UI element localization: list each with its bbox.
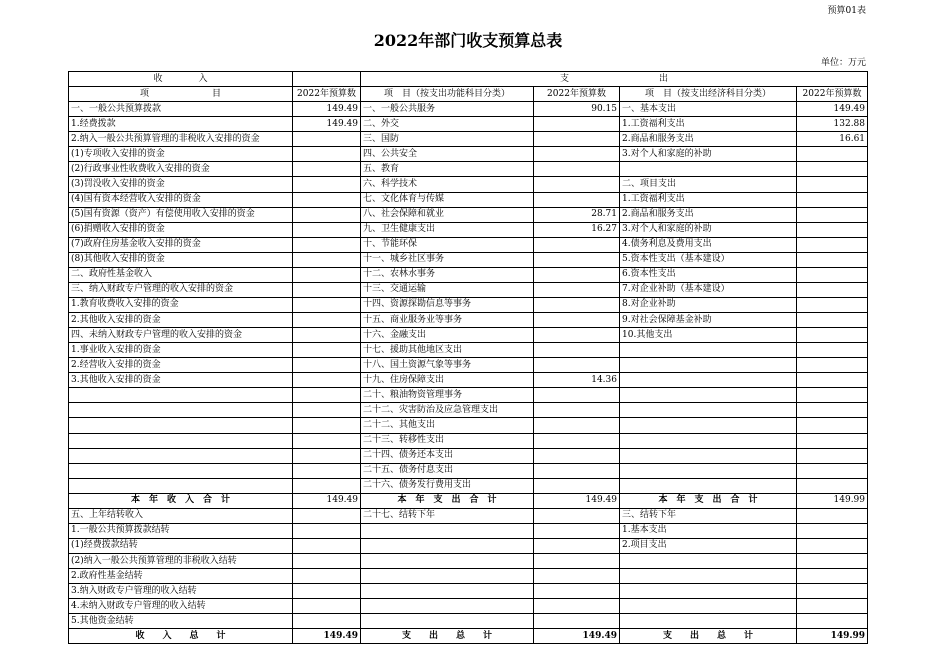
table-row <box>69 267 868 282</box>
econ-budget-cell <box>797 222 868 237</box>
func-item-cell: 六、科学技术 <box>361 177 534 192</box>
econ-item-cell: 2.商品和服务支出 <box>620 207 797 222</box>
table-row <box>69 554 868 569</box>
income-budget-cell <box>293 569 361 584</box>
econ-item-header: 项 目（按支出经济科目分类） <box>620 87 797 102</box>
income-item-cell: (6)捐赠收入安排的资金 <box>69 222 293 237</box>
income-item-cell: 1.一般公共预算拨款结转 <box>69 523 293 538</box>
income-budget-cell <box>293 614 361 629</box>
table-row <box>69 162 868 177</box>
econ-item-cell: 1.基本支出 <box>620 523 797 538</box>
income-budget-cell <box>293 388 361 403</box>
econ-budget-cell <box>797 508 868 523</box>
econ-item-cell: 10.其他支出 <box>620 328 797 343</box>
func-item-cell: 二十二、灾害防治及应急管理支出 <box>361 403 534 418</box>
func-item-cell: 二十、粮油物资管理事务 <box>361 388 534 403</box>
econ-item-cell <box>620 433 797 448</box>
econ-item-cell: 二、项目支出 <box>620 177 797 192</box>
table-row <box>69 132 868 147</box>
func-budget-cell: 14.36 <box>534 373 620 388</box>
income-budget-cell <box>293 433 361 448</box>
income-budget-cell <box>293 297 361 312</box>
table-row <box>69 177 868 192</box>
econ-item-cell: 本 年 支 出 合 计 <box>620 493 797 508</box>
income-budget-cell <box>293 207 361 222</box>
income-budget-cell <box>293 403 361 418</box>
econ-item-cell <box>620 584 797 599</box>
table-row <box>69 508 868 523</box>
income-budget-cell <box>293 132 361 147</box>
func-budget-cell: 149.49 <box>534 629 620 644</box>
func-item-cell <box>361 523 534 538</box>
table-row <box>69 207 868 222</box>
econ-budget-cell <box>797 237 868 252</box>
econ-item-cell: 8.对企业补助 <box>620 297 797 312</box>
func-item-cell <box>361 569 534 584</box>
income-item-cell: (4)国有资本经营收入安排的资金 <box>69 192 293 207</box>
func-budget-cell <box>534 297 620 312</box>
econ-budget-cell <box>797 192 868 207</box>
income-item-cell: (2)行政事业性收费收入安排的资金 <box>69 162 293 177</box>
table-row <box>69 328 868 343</box>
econ-item-cell <box>620 162 797 177</box>
econ-budget-cell <box>797 538 868 553</box>
func-budget-cell <box>534 313 620 328</box>
func-item-cell: 十四、资源探勘信息等事务 <box>361 297 534 312</box>
func-budget-cell <box>534 282 620 297</box>
func-budget-cell <box>534 433 620 448</box>
header-group-row <box>69 72 868 87</box>
unit-label: 单位：万元 <box>820 58 866 68</box>
income-item-cell: (7)政府住房基金收入安排的资金 <box>69 237 293 252</box>
income-budget-cell <box>293 358 361 373</box>
income-item-cell <box>69 418 293 433</box>
total-row <box>69 629 868 644</box>
income-item-header: 项 目 <box>69 87 293 102</box>
econ-budget-cell <box>797 614 868 629</box>
page-title: 2022年部门收支预算总表 <box>373 31 563 50</box>
func-item-cell: 三、国防 <box>361 132 534 147</box>
income-item-cell: 1.事业收入安排的资金 <box>69 343 293 358</box>
econ-budget-cell: 149.99 <box>797 493 868 508</box>
func-item-cell: 十三、交通运输 <box>361 282 534 297</box>
func-item-cell: 十五、商业服务业等事务 <box>361 313 534 328</box>
income-item-cell: 2.纳入一般公共预算管理的非税收入安排的资金 <box>69 132 293 147</box>
table-row <box>69 297 868 312</box>
econ-budget-cell <box>797 584 868 599</box>
econ-item-cell <box>620 343 797 358</box>
table-row <box>69 313 868 328</box>
econ-budget-cell <box>797 147 868 162</box>
table-row <box>69 237 868 252</box>
table-row <box>69 538 868 553</box>
func-item-cell: 支 出 总 计 <box>361 629 534 644</box>
econ-item-cell: 7.对企业补助（基本建设） <box>620 282 797 297</box>
econ-budget-cell <box>797 162 868 177</box>
func-item-cell: 本 年 支 出 合 计 <box>361 493 534 508</box>
func-budget-header: 2022年预算数 <box>534 87 620 102</box>
income-budget-cell <box>293 192 361 207</box>
func-budget-cell <box>534 177 620 192</box>
income-budget-cell: 149.49 <box>293 102 361 117</box>
econ-budget-cell <box>797 207 868 222</box>
func-budget-cell: 149.49 <box>534 493 620 508</box>
func-item-cell: 二十三、转移性支出 <box>361 433 534 448</box>
income-item-cell: (8)其他收入安排的资金 <box>69 252 293 267</box>
econ-budget-cell: 16.61 <box>797 132 868 147</box>
table-row <box>69 599 868 614</box>
econ-budget-cell <box>797 358 868 373</box>
document-code: 预算01表 <box>827 6 866 16</box>
income-item-cell: (5)国有资源（资产）有偿使用收入安排的资金 <box>69 207 293 222</box>
econ-budget-cell <box>797 343 868 358</box>
econ-item-cell: 1.工资福利支出 <box>620 117 797 132</box>
income-group-header-blank <box>293 72 361 87</box>
income-budget-cell <box>293 267 361 282</box>
income-budget-cell <box>293 523 361 538</box>
income-item-cell <box>69 463 293 478</box>
income-item-cell: 2.政府性基金结转 <box>69 569 293 584</box>
econ-item-cell: 2.商品和服务支出 <box>620 132 797 147</box>
func-item-cell: 十八、国土资源气象等事务 <box>361 358 534 373</box>
func-budget-cell: 16.27 <box>534 222 620 237</box>
econ-budget-cell <box>797 297 868 312</box>
econ-budget-cell <box>797 403 868 418</box>
income-budget-cell <box>293 418 361 433</box>
func-budget-cell <box>534 523 620 538</box>
income-budget-cell <box>293 162 361 177</box>
econ-item-cell: 1.工资福利支出 <box>620 192 797 207</box>
total-row <box>69 493 868 508</box>
econ-budget-cell <box>797 388 868 403</box>
econ-item-cell <box>620 373 797 388</box>
table-row <box>69 433 868 448</box>
func-budget-cell <box>534 388 620 403</box>
econ-budget-cell <box>797 267 868 282</box>
econ-item-cell: 2.项目支出 <box>620 538 797 553</box>
func-item-cell <box>361 584 534 599</box>
income-budget-cell <box>293 313 361 328</box>
func-item-cell: 二十四、债务还本支出 <box>361 448 534 463</box>
econ-budget-cell <box>797 463 868 478</box>
income-item-cell <box>69 448 293 463</box>
econ-item-cell: 9.对社会保障基金补助 <box>620 313 797 328</box>
econ-budget-cell <box>797 433 868 448</box>
table-row <box>69 388 868 403</box>
income-item-cell: 3.其他收入安排的资金 <box>69 373 293 388</box>
econ-item-cell <box>620 358 797 373</box>
func-budget-cell <box>534 569 620 584</box>
func-item-cell: 十一、城乡社区事务 <box>361 252 534 267</box>
income-budget-cell <box>293 147 361 162</box>
income-item-cell: 收 入 总 计 <box>69 629 293 644</box>
income-item-cell: 五、上年结转收入 <box>69 508 293 523</box>
func-item-cell: 二十六、债务发行费用支出 <box>361 478 534 493</box>
table-row <box>69 343 868 358</box>
econ-budget-cell <box>797 554 868 569</box>
func-budget-cell <box>534 599 620 614</box>
income-item-cell: 本 年 收 入 合 计 <box>69 493 293 508</box>
func-budget-cell <box>534 478 620 493</box>
budget-summary-table <box>68 71 868 644</box>
func-budget-cell <box>534 554 620 569</box>
econ-budget-cell <box>797 373 868 388</box>
econ-item-cell: 5.资本性支出（基本建设） <box>620 252 797 267</box>
func-budget-cell <box>534 584 620 599</box>
income-item-cell: 1.教育收费收入安排的资金 <box>69 297 293 312</box>
econ-item-cell: 6.资本性支出 <box>620 267 797 282</box>
income-budget-cell <box>293 508 361 523</box>
income-item-cell: 二、政府性基金收入 <box>69 267 293 282</box>
func-budget-cell: 90.15 <box>534 102 620 117</box>
econ-item-cell <box>620 403 797 418</box>
income-item-cell: 2.其他收入安排的资金 <box>69 313 293 328</box>
income-budget-cell <box>293 252 361 267</box>
econ-item-cell <box>620 478 797 493</box>
func-item-cell: 四、公共安全 <box>361 147 534 162</box>
table-row <box>69 147 868 162</box>
func-item-cell: 八、社会保障和就业 <box>361 207 534 222</box>
table-row <box>69 584 868 599</box>
econ-budget-cell <box>797 177 868 192</box>
func-item-cell: 二十五、债务付息支出 <box>361 463 534 478</box>
func-budget-cell <box>534 117 620 132</box>
econ-budget-cell: 149.49 <box>797 102 868 117</box>
econ-item-cell <box>620 614 797 629</box>
func-budget-cell <box>534 237 620 252</box>
func-item-cell: 十九、住房保障支出 <box>361 373 534 388</box>
income-item-cell <box>69 403 293 418</box>
table-row <box>69 614 868 629</box>
income-item-cell: 四、未纳入财政专户管理的收入安排的资金 <box>69 328 293 343</box>
income-budget-cell <box>293 282 361 297</box>
income-item-cell: (1)专项收入安排的资金 <box>69 147 293 162</box>
econ-budget-cell <box>797 478 868 493</box>
func-item-cell: 七、文化体育与传媒 <box>361 192 534 207</box>
table-row <box>69 478 868 493</box>
income-item-cell <box>69 478 293 493</box>
econ-budget-cell <box>797 252 868 267</box>
income-budget-cell <box>293 328 361 343</box>
table-row <box>69 222 868 237</box>
func-budget-cell <box>534 538 620 553</box>
income-budget-cell <box>293 177 361 192</box>
econ-item-cell: 4.债务利息及费用支出 <box>620 237 797 252</box>
table-row <box>69 569 868 584</box>
table-row <box>69 102 868 117</box>
income-budget-cell <box>293 554 361 569</box>
econ-budget-cell <box>797 282 868 297</box>
func-budget-cell <box>534 463 620 478</box>
func-budget-cell <box>534 418 620 433</box>
econ-budget-cell <box>797 569 868 584</box>
income-item-cell: 3.纳入财政专户管理的收入结转 <box>69 584 293 599</box>
func-item-cell: 二十七、结转下年 <box>361 508 534 523</box>
income-item-cell <box>69 388 293 403</box>
income-item-cell: (1)经费拨款结转 <box>69 538 293 553</box>
func-item-cell <box>361 554 534 569</box>
income-budget-cell <box>293 599 361 614</box>
econ-budget-cell <box>797 418 868 433</box>
income-budget-cell <box>293 538 361 553</box>
econ-item-cell <box>620 463 797 478</box>
econ-item-cell: 3.对个人和家庭的补助 <box>620 222 797 237</box>
func-item-cell: 十七、援助其他地区支出 <box>361 343 534 358</box>
income-budget-cell <box>293 237 361 252</box>
income-item-cell: (2)纳入一般公共预算管理的非税收入结转 <box>69 554 293 569</box>
func-item-cell: 二、外交 <box>361 117 534 132</box>
table-row <box>69 523 868 538</box>
income-item-cell: 4.未纳入财政专户管理的收入结转 <box>69 599 293 614</box>
econ-budget-cell <box>797 448 868 463</box>
econ-budget-cell <box>797 313 868 328</box>
func-budget-cell <box>534 328 620 343</box>
income-item-cell: 一、一般公共预算拨款 <box>69 102 293 117</box>
econ-item-cell <box>620 418 797 433</box>
income-budget-cell <box>293 343 361 358</box>
income-budget-cell <box>293 478 361 493</box>
income-budget-cell <box>293 448 361 463</box>
econ-item-cell: 支 出 总 计 <box>620 629 797 644</box>
func-budget-cell <box>534 614 620 629</box>
table-row <box>69 448 868 463</box>
econ-budget-header: 2022年预算数 <box>797 87 868 102</box>
econ-item-cell <box>620 448 797 463</box>
func-item-cell: 二十二、其他支出 <box>361 418 534 433</box>
income-item-cell: (3)罚没收入安排的资金 <box>69 177 293 192</box>
income-budget-cell: 149.49 <box>293 629 361 644</box>
econ-item-cell: 三、结转下年 <box>620 508 797 523</box>
table-row <box>69 117 868 132</box>
econ-budget-cell: 132.88 <box>797 117 868 132</box>
expense-group-header: 支 出 <box>361 72 868 87</box>
econ-budget-cell: 149.99 <box>797 629 868 644</box>
func-item-cell: 五、教育 <box>361 162 534 177</box>
table-row <box>69 418 868 433</box>
func-budget-cell <box>534 448 620 463</box>
header-column-row <box>69 87 868 102</box>
func-budget-cell <box>534 508 620 523</box>
econ-budget-cell <box>797 599 868 614</box>
econ-item-cell <box>620 569 797 584</box>
income-item-cell: 2.经营收入安排的资金 <box>69 358 293 373</box>
income-item-cell: 三、纳入财政专户管理的收入安排的资金 <box>69 282 293 297</box>
table-row <box>69 282 868 297</box>
table-row <box>69 403 868 418</box>
func-budget-cell <box>534 403 620 418</box>
econ-item-cell <box>620 388 797 403</box>
econ-budget-cell <box>797 328 868 343</box>
table-row <box>69 463 868 478</box>
func-item-cell: 九、卫生健康支出 <box>361 222 534 237</box>
func-item-cell <box>361 538 534 553</box>
func-item-cell: 十二、农林水事务 <box>361 267 534 282</box>
econ-item-cell: 一、基本支出 <box>620 102 797 117</box>
func-budget-cell <box>534 192 620 207</box>
econ-item-cell <box>620 599 797 614</box>
func-item-cell <box>361 614 534 629</box>
func-budget-cell: 28.71 <box>534 207 620 222</box>
income-budget-cell <box>293 584 361 599</box>
income-item-cell: 5.其他资金结转 <box>69 614 293 629</box>
func-item-header: 项 目（按支出功能科目分类） <box>361 87 534 102</box>
func-item-cell: 一、一般公共服务 <box>361 102 534 117</box>
table-row <box>69 373 868 388</box>
table-row <box>69 192 868 207</box>
econ-budget-cell <box>797 523 868 538</box>
func-budget-cell <box>534 252 620 267</box>
income-budget-cell: 149.49 <box>293 117 361 132</box>
income-group-header: 收 入 <box>69 72 293 87</box>
income-item-cell <box>69 433 293 448</box>
func-budget-cell <box>534 267 620 282</box>
table-row <box>69 252 868 267</box>
income-item-cell: 1.经费拨款 <box>69 117 293 132</box>
econ-item-cell: 3.对个人和家庭的补助 <box>620 147 797 162</box>
func-item-cell: 十六、金融支出 <box>361 328 534 343</box>
income-budget-cell <box>293 463 361 478</box>
func-item-cell <box>361 599 534 614</box>
income-budget-cell: 149.49 <box>293 493 361 508</box>
income-budget-cell <box>293 373 361 388</box>
func-budget-cell <box>534 147 620 162</box>
func-item-cell: 十、节能环保 <box>361 237 534 252</box>
func-budget-cell <box>534 132 620 147</box>
table-row <box>69 358 868 373</box>
income-budget-header: 2022年预算数 <box>293 87 361 102</box>
func-budget-cell <box>534 358 620 373</box>
econ-item-cell <box>620 554 797 569</box>
func-budget-cell <box>534 343 620 358</box>
func-budget-cell <box>534 162 620 177</box>
income-budget-cell <box>293 222 361 237</box>
